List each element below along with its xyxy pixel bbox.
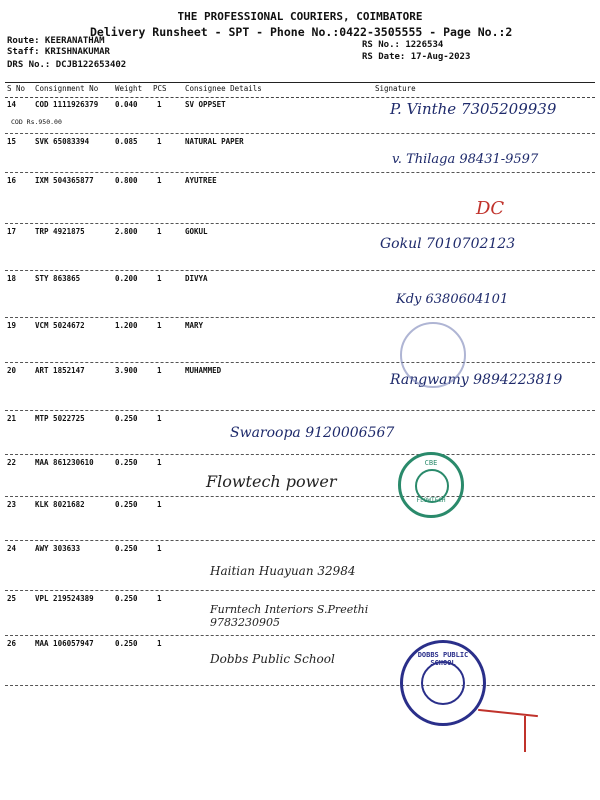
cell-consignee: GOKUL <box>185 227 208 236</box>
signature-row-20: Rangwamy 9894223819 <box>390 372 563 388</box>
cell-consignment: SVK 65083394 <box>35 137 90 146</box>
cell-sno: 21 <box>7 414 17 423</box>
cell-sno: 18 <box>7 274 17 283</box>
table-row <box>5 496 595 541</box>
cell-consignment: VPL 219524389 <box>35 594 94 603</box>
cell-consignee: SV OPPSET <box>185 100 226 109</box>
staff-label: Staff: KRISHNAKUMAR <box>7 47 110 57</box>
dobbs-school-stamp <box>400 640 486 726</box>
cell-pcs: 1 <box>157 544 162 553</box>
signature-row-21: Swaroopa 9120006567 <box>230 425 395 441</box>
cell-consignment: ART 1852147 <box>35 366 85 375</box>
cell-consignment: MAA 106057947 <box>35 639 94 648</box>
col-weight: Weight <box>115 84 143 93</box>
stamp-cbe-text: CBE <box>424 459 438 467</box>
cell-weight: 0.200 <box>115 274 138 283</box>
cod-amount: COD Rs.950.00 <box>11 118 62 126</box>
col-consignment: Consignment No <box>35 84 99 93</box>
runsheet-subtitle: Delivery Runsheet - SPT - Phone No.:0422-3505555 - Page No.:2 <box>90 25 513 39</box>
cell-weight: 0.800 <box>115 176 138 185</box>
cell-weight: 0.085 <box>115 137 138 146</box>
flowtech-stamp <box>398 452 464 518</box>
cell-weight: 1.200 <box>115 321 138 330</box>
stamp-flowtech-text: FLOWTECH <box>416 497 446 504</box>
signature-row-15: v. Thilaga 98431-9597 <box>392 152 539 167</box>
rs-date: RS Date: 17-Aug-2023 <box>362 52 471 62</box>
col-pcs: PCS <box>153 84 167 93</box>
red-mark <box>478 709 538 717</box>
cell-pcs: 1 <box>157 227 162 236</box>
cell-weight: 0.250 <box>115 594 138 603</box>
signature-row-24: Haitian Huayuan 32984 <box>210 564 356 578</box>
cell-consignment: AWY 303633 <box>35 544 81 553</box>
cell-pcs: 1 <box>157 176 162 185</box>
cell-consignment: MAA 861230610 <box>35 458 94 467</box>
cell-consignment: TRP 4921875 <box>35 227 85 236</box>
stamp-inner-ring <box>415 469 449 503</box>
cell-consignee: NATURAL PAPER <box>185 137 244 146</box>
cell-weight: 3.900 <box>115 366 138 375</box>
col-consignee: Consignee Details <box>185 84 262 93</box>
cell-weight: 0.250 <box>115 500 138 509</box>
col-signature: Signature <box>375 84 416 93</box>
cell-weight: 2.800 <box>115 227 138 236</box>
cell-pcs: 1 <box>157 100 162 109</box>
cell-pcs: 1 <box>157 639 162 648</box>
cell-weight: 0.040 <box>115 100 138 109</box>
cell-pcs: 1 <box>157 414 162 423</box>
cell-sno: 19 <box>7 321 17 330</box>
cell-pcs: 1 <box>157 500 162 509</box>
cell-consignee: MARY <box>185 321 204 330</box>
stamp-dobbs-text: DOBBS PUBLIC SCHOOL <box>417 651 469 667</box>
cell-pcs: 1 <box>157 274 162 283</box>
cell-weight: 0.250 <box>115 458 138 467</box>
cell-sno: 15 <box>7 137 17 146</box>
col-sno: S No <box>7 84 26 93</box>
cell-sno: 23 <box>7 500 17 509</box>
signature-row-22: Flowtech power <box>206 472 337 491</box>
rs-no: RS No.: 1226534 <box>362 40 444 50</box>
cell-consignment: MTP 5022725 <box>35 414 85 423</box>
signature-row-16: DC <box>476 198 505 219</box>
cell-consignment: STY 863865 <box>35 274 81 283</box>
signature-row-25: Furntech Interiors S.Preethi 9783230905 <box>210 603 369 629</box>
cell-sno: 26 <box>7 639 17 648</box>
cell-weight: 0.250 <box>115 414 138 423</box>
cell-weight: 0.250 <box>115 544 138 553</box>
red-mark-vertical <box>524 716 526 752</box>
cell-pcs: 1 <box>157 594 162 603</box>
cell-sno: 14 <box>7 100 17 109</box>
cell-sno: 16 <box>7 176 17 185</box>
cell-consignment: VCM 5024672 <box>35 321 85 330</box>
cell-sno: 20 <box>7 366 17 375</box>
stamp-inner-ring-2 <box>421 661 465 705</box>
cell-pcs: 1 <box>157 321 162 330</box>
cell-pcs: 1 <box>157 137 162 146</box>
drs-label: DRS No.: DCJB122653402 <box>7 60 127 70</box>
cell-sno: 25 <box>7 594 17 603</box>
cell-consignee: MUHAMMED <box>185 366 222 375</box>
route-label: Route: KEERANATHAM <box>7 36 105 46</box>
table-row <box>5 172 595 224</box>
cell-consignment: KLK 8021682 <box>35 500 85 509</box>
signature-row-26: Dobbs Public School <box>210 652 335 666</box>
cell-sno: 22 <box>7 458 17 467</box>
cell-consignee: AYUTREE <box>185 176 217 185</box>
signature-row-17: Gokul 7010702123 <box>380 236 516 252</box>
cell-sno: 17 <box>7 227 17 236</box>
cell-sno: 24 <box>7 544 17 553</box>
round-seal-stamp-row19 <box>400 322 466 388</box>
cell-pcs: 1 <box>157 458 162 467</box>
cell-weight: 0.250 <box>115 639 138 648</box>
cell-consignee: DIVYA <box>185 274 208 283</box>
cell-consignment: COD 1111926379 <box>35 100 99 109</box>
company-title: THE PROFESSIONAL COURIERS, COIMBATORE <box>177 10 423 23</box>
signature-row-18: Kdy 6380604101 <box>396 292 509 307</box>
signature-row-14: P. Vinthe 7305209939 <box>390 100 557 118</box>
cell-pcs: 1 <box>157 366 162 375</box>
cell-consignment: IXM 504365877 <box>35 176 94 185</box>
table-row <box>5 317 595 363</box>
